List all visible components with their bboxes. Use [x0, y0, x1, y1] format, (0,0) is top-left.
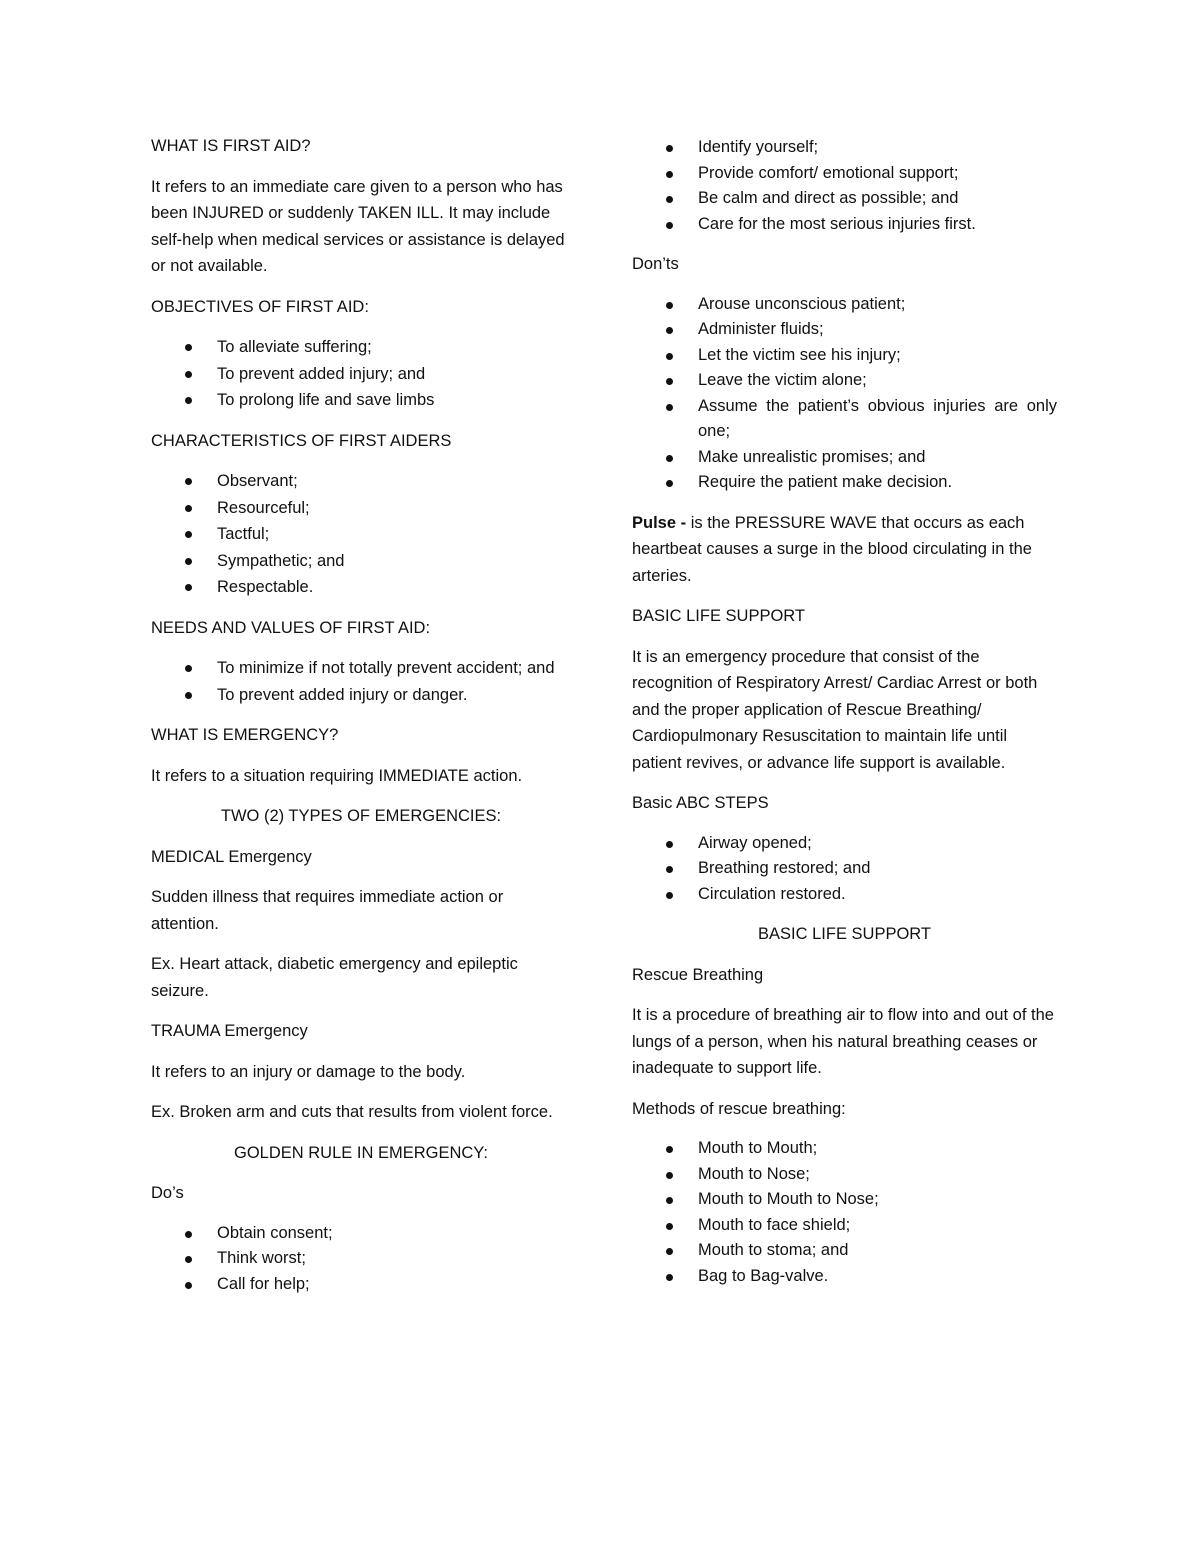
list-item: Mouth to Mouth to Nose;: [632, 1187, 1057, 1213]
left-column: [151, 0, 571, 1311]
rescue-breathing-definition: It is a procedure of breathing air to flow into and out of the lungs of a person, when his natural breathing ceases or inadequate to support life.: [632, 1006, 1054, 1077]
heading-donts: Don’ts: [632, 255, 679, 273]
abc-list: [632, 831, 1057, 908]
heading-trauma-emergency: TRAUMA Emergency: [151, 1022, 308, 1040]
list-item: Sympathetic; and: [151, 548, 571, 575]
list-item: Bag to Bag-valve.: [632, 1264, 1057, 1290]
dos-list: [151, 1221, 571, 1298]
bullet-icon: [666, 480, 673, 487]
heading-abc-steps: Basic ABC STEPS: [632, 794, 769, 812]
list-item: Mouth to face shield;: [632, 1213, 1057, 1239]
bullet-icon: [185, 478, 192, 485]
list-item: To prevent added injury; and: [151, 361, 571, 388]
bullet-icon: [185, 1282, 192, 1289]
bullet-icon: [666, 404, 673, 411]
pulse-text: is the PRESSURE WAVE that occurs as each heartbeat causes a surge in the blood circulating in the arteries.: [632, 513, 1032, 585]
bullet-icon: [666, 892, 673, 899]
bullet-icon: [666, 302, 673, 309]
bullet-icon: [666, 353, 673, 360]
heading-what-is-first-aid: WHAT IS FIRST AID?: [151, 137, 311, 155]
bullet-icon: [185, 1256, 192, 1263]
bullet-icon: [666, 1197, 673, 1204]
list-item: Mouth to stoma; and: [632, 1238, 1057, 1264]
list-item: Airway opened;: [632, 831, 1057, 857]
list-item: Care for the most serious injuries first.: [632, 212, 1057, 238]
bullet-icon: [666, 1248, 673, 1255]
heading-basic-life-support-2: BASIC LIFE SUPPORT: [758, 925, 931, 943]
bullet-icon: [666, 327, 673, 334]
list-item: Respectable.: [151, 574, 571, 601]
bullet-icon: [666, 196, 673, 203]
list-item: Mouth to Nose;: [632, 1162, 1057, 1188]
heading-objectives: OBJECTIVES OF FIRST AID:: [151, 297, 369, 316]
list-item: Obtain consent;: [151, 1221, 571, 1247]
list-item: Observant;: [151, 468, 571, 495]
list-item: Mouth to Mouth;: [632, 1136, 1057, 1162]
bullet-icon: [666, 378, 673, 385]
medical-definition: Sudden illness that requires immediate action or attention.: [151, 888, 504, 933]
list-item: To alleviate suffering;: [151, 334, 571, 361]
list-item: Tactful;: [151, 521, 571, 548]
first-aid-definition: It refers to an immediate care given to a person who has been INJURED or suddenly TAKEN ILL. It may include self-help when medical services or assistance is delayed or not available.: [151, 177, 565, 275]
list-item: Think worst;: [151, 1246, 571, 1272]
pulse-definition: [632, 510, 1057, 590]
bullet-icon: [185, 505, 192, 512]
emergency-definition: It refers to a situation requiring IMMEDIATE action.: [151, 766, 523, 785]
heading-dos: Do’s: [151, 1184, 184, 1202]
bullet-icon: [185, 344, 192, 351]
list-item: Circulation restored.: [632, 882, 1057, 908]
bullet-icon: [185, 1231, 192, 1238]
list-item: Require the patient make decision.: [632, 470, 1057, 496]
bullet-icon: [185, 665, 192, 672]
list-item: Assume the patient’s obvious injuries are only one;: [632, 394, 1057, 445]
bullet-icon: [666, 866, 673, 873]
bullet-icon: [666, 145, 673, 152]
bullet-icon: [185, 692, 192, 699]
characteristics-list: [151, 468, 571, 601]
list-item: Arouse unconscious patient;: [632, 292, 1057, 318]
list-item: Identify yourself;: [632, 135, 1057, 161]
list-item: Be calm and direct as possible; and: [632, 186, 1057, 212]
heading-basic-life-support: BASIC LIFE SUPPORT: [632, 607, 805, 625]
bullet-icon: [666, 455, 673, 462]
list-item: To prolong life and save limbs: [151, 387, 571, 414]
bullet-icon: [666, 1146, 673, 1153]
bullet-icon: [185, 584, 192, 591]
trauma-example: Ex. Broken arm and cuts that results from violent force.: [151, 1103, 553, 1121]
bullet-icon: [185, 531, 192, 538]
bullet-icon: [666, 1274, 673, 1281]
bullet-icon: [185, 397, 192, 404]
objectives-list: [151, 334, 571, 414]
donts-list: [632, 292, 1057, 496]
list-item: Provide comfort/ emotional support;: [632, 161, 1057, 187]
list-item: Let the victim see his injury;: [632, 343, 1057, 369]
heading-needs-values: NEEDS AND VALUES OF FIRST AID:: [151, 618, 431, 637]
list-item: Call for help;: [151, 1272, 571, 1298]
trauma-definition: It refers to an injury or damage to the body.: [151, 1062, 466, 1081]
bullet-icon: [666, 222, 673, 229]
heading-golden-rule: GOLDEN RULE IN EMERGENCY:: [234, 1143, 488, 1162]
heading-methods-rescue-breathing: Methods of rescue breathing:: [632, 1099, 846, 1118]
medical-example: Ex. Heart attack, diabetic emergency and epileptic seizure.: [151, 955, 518, 1000]
heading-what-is-emergency: WHAT IS EMERGENCY?: [151, 726, 339, 744]
right-column: [632, 0, 1057, 1303]
bls-definition: It is an emergency procedure that consist of the recognition of Respiratory Arrest/ Cardiac Arrest or both and the proper application of Rescue Breathing/ Cardiopulmonary Resuscitation to maintain life until patient revives, or advance life support is available.: [632, 647, 1038, 772]
heading-medical-emergency: MEDICAL Emergency: [151, 847, 312, 866]
bullet-icon: [185, 558, 192, 565]
bullet-icon: [185, 371, 192, 378]
heading-characteristics: CHARACTERISTICS OF FIRST AIDERS: [151, 431, 452, 450]
list-item: Administer fluids;: [632, 317, 1057, 343]
dos-continued-list: [632, 135, 1057, 237]
list-item: Make unrealistic promises; and: [632, 445, 1057, 471]
bullet-icon: [666, 171, 673, 178]
list-item: Breathing restored; and: [632, 856, 1057, 882]
methods-list: [632, 1136, 1057, 1289]
pulse-term: Pulse -: [632, 513, 687, 532]
heading-rescue-breathing: Rescue Breathing: [632, 965, 764, 984]
needs-list: [151, 655, 571, 708]
heading-types-of-emergencies: TWO (2) TYPES OF EMERGENCIES:: [220, 807, 502, 825]
dos-continued-block: [632, 0, 1057, 237]
list-item: Leave the victim alone;: [632, 368, 1057, 394]
bullet-icon: [666, 841, 673, 848]
list-item: To minimize if not totally prevent accident; and: [151, 655, 571, 682]
bullet-icon: [666, 1172, 673, 1179]
list-item: To prevent added injury or danger.: [151, 682, 571, 709]
list-item: Resourceful;: [151, 495, 571, 522]
bullet-icon: [666, 1223, 673, 1230]
